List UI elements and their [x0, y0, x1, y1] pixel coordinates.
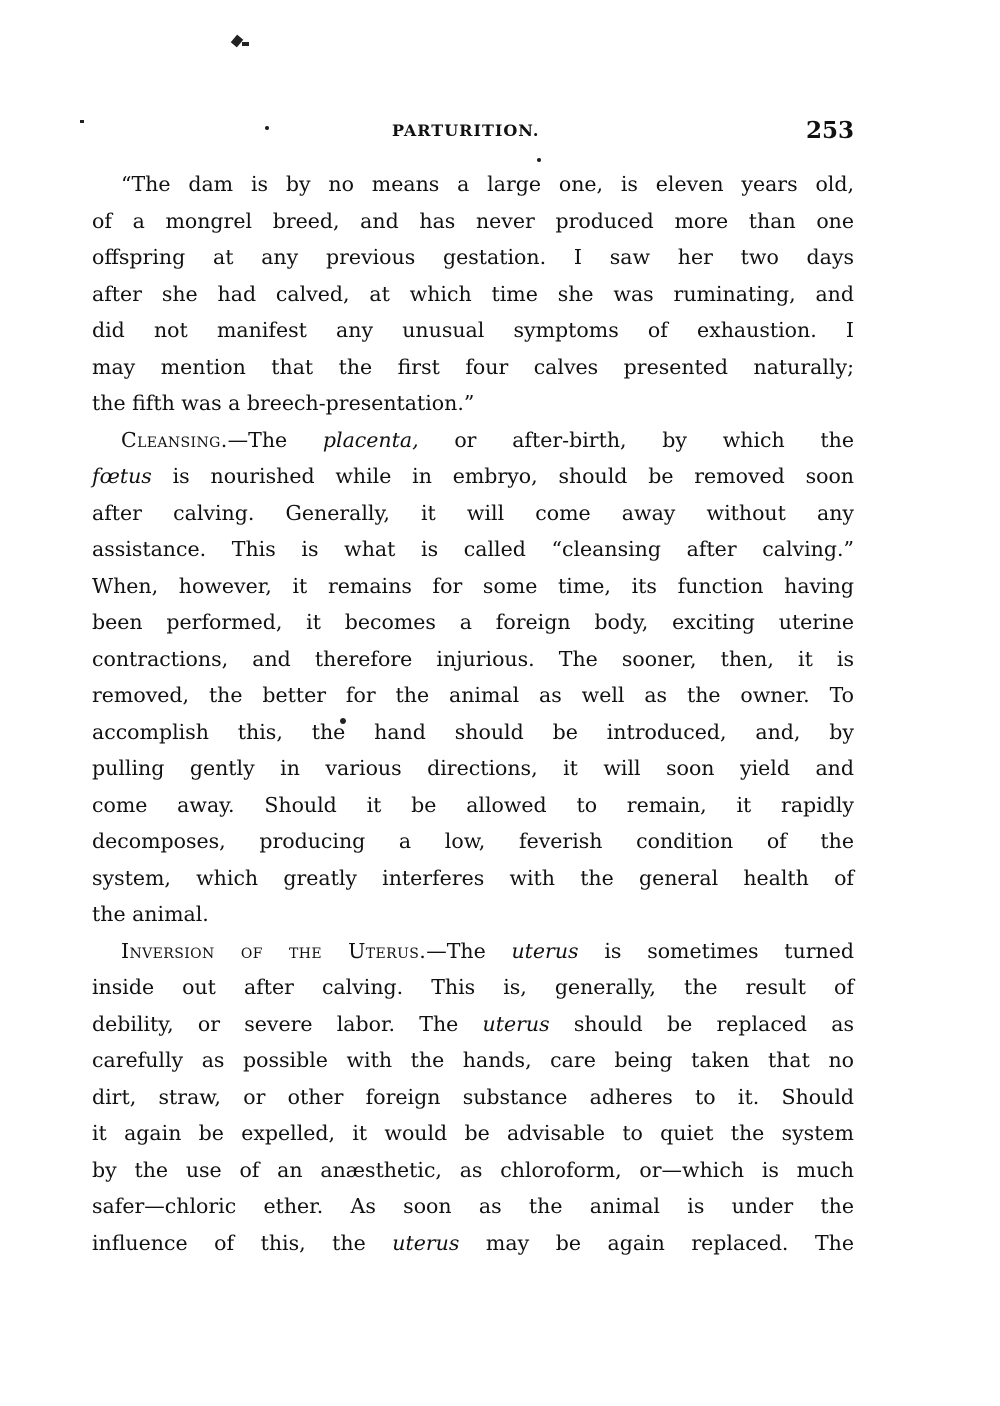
text-line: did not manifest any unusual symptoms of exhaustion. I — [92, 318, 854, 342]
text-line: system, which greatly interferes with the general health of — [92, 865, 854, 890]
page-number: 253 — [805, 117, 854, 144]
text-run: debility, or severe labor. The — [92, 1011, 483, 1036]
scan-speck — [537, 158, 541, 162]
text-line: “The dam is by no means a large one, is eleven years old, — [121, 172, 854, 196]
text-run: should be replaced as — [549, 1011, 855, 1036]
text-line: the fifth was a breech-presentation.” — [92, 391, 475, 415]
text-line: may mention that the first four calves presented naturally; — [92, 354, 854, 379]
text-line — [92, 933, 854, 970]
body-text — [92, 166, 854, 1261]
text-line: offspring at any previous gestation. I saw her two days — [92, 245, 854, 269]
text-line: safer—chloric ether. As soon as the animal is under the — [92, 1194, 854, 1218]
italic-term: fœtus — [92, 464, 152, 488]
running-title: PARTURITION. — [392, 121, 540, 140]
text-line: been performed, it becomes a foreign body, exciting uterine — [92, 610, 854, 634]
text-run: or after-birth, by which the — [418, 427, 854, 452]
text-line — [92, 1225, 854, 1262]
text-line: pulling gently in various directions, it will soon yield and — [92, 756, 854, 780]
text-run: is sometimes turned — [578, 938, 854, 963]
text-line — [92, 1006, 854, 1043]
text-run: is nourished while in embryo, should be removed soon — [151, 464, 854, 488]
text-run: —The — [426, 938, 512, 963]
text-line: When, however, it remains for some time, its function having — [92, 573, 854, 598]
text-line: carefully as possible with the hands, care being taken that no — [92, 1048, 854, 1072]
text-line: accomplish this, the hand should be introduced, and, by — [92, 719, 854, 744]
text-line: come away. Should it be allowed to remain, it rapidly — [92, 792, 854, 817]
text-line: after she had calved, at which time she was ruminating, and — [92, 281, 854, 306]
italic-term: uterus — [511, 938, 579, 963]
inversion-paragraph — [92, 933, 854, 1262]
text-line: removed, the better for the animal as well as the owner. To — [92, 683, 854, 707]
text-line: of a mongrel breed, and has never produced more than one — [92, 208, 854, 233]
italic-term: placenta, — [322, 427, 419, 452]
text-run: influence of this, the — [92, 1230, 393, 1255]
text-line: it again be expelled, it would be advisable to quiet the system — [92, 1121, 854, 1145]
text-line: after calving. Generally, it will come away without any — [92, 500, 854, 525]
cleansing-paragraph — [92, 422, 854, 933]
text-line: dirt, straw, or other foreign substance adheres to it. Should — [92, 1084, 854, 1109]
text-line — [92, 422, 854, 459]
text-run: may be again replaced. The — [459, 1230, 855, 1255]
italic-term: uterus — [482, 1011, 550, 1036]
italic-term: uterus — [392, 1230, 460, 1255]
text-line: the animal. — [92, 902, 209, 926]
running-head — [92, 117, 858, 149]
section-heading-inversion: Inversion of the Uterus. — [121, 938, 427, 963]
text-line: by the use of an anæsthetic, as chloroform, or—which is much — [92, 1157, 854, 1182]
quote-paragraph — [92, 166, 854, 422]
text-line — [92, 458, 854, 495]
scan-speck — [80, 120, 84, 123]
section-heading-cleansing: Cleansing. — [121, 427, 228, 452]
text-line: inside out after calving. This is, generally, the result of — [92, 975, 854, 999]
text-line: contractions, and therefore injurious. The sooner, then, it is — [92, 646, 854, 671]
text-run: —The — [227, 427, 323, 452]
text-line: assistance. This is what is called “cleansing after calving.” — [92, 537, 854, 561]
text-line: decomposes, producing a low, feverish condition of the — [92, 829, 854, 853]
scan-speck — [242, 42, 249, 46]
